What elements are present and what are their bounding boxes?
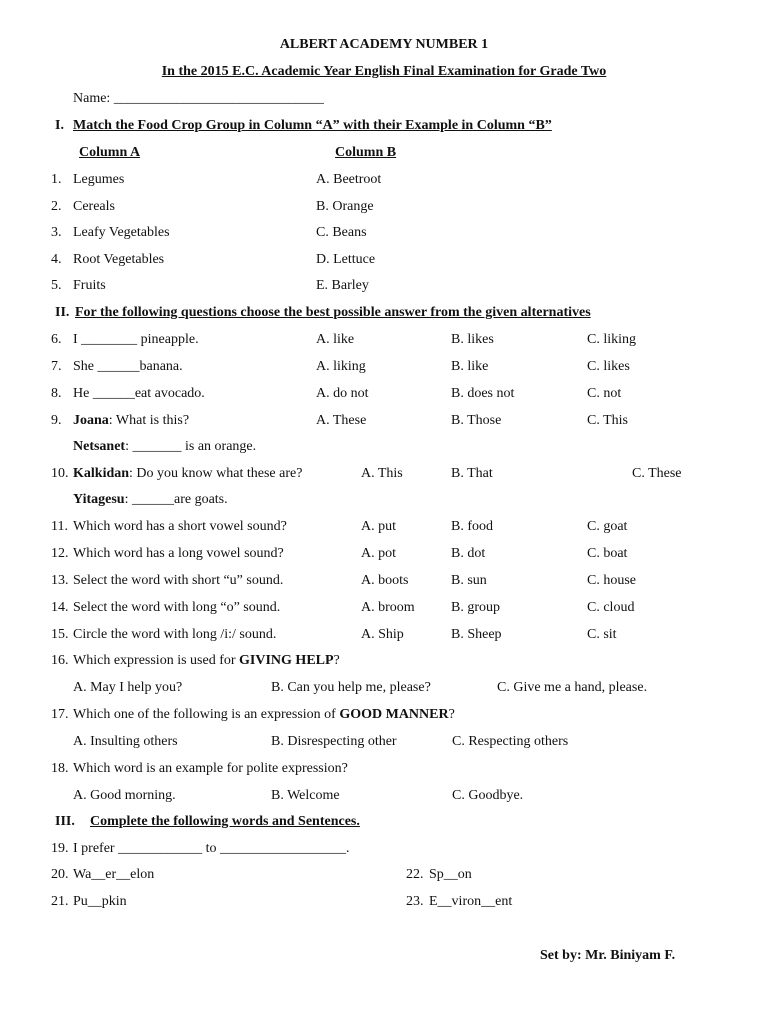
question-number: 20. — [51, 867, 69, 882]
question-keyword: GIVING HELP — [239, 653, 334, 668]
dialogue-line-2 — [73, 438, 256, 456]
option-b: B. likes — [451, 332, 494, 347]
question-text: E__viron__ent — [429, 894, 513, 909]
option-a: A. Insulting others — [73, 734, 178, 749]
option-b: B. group — [451, 600, 500, 615]
question-number: 11. — [51, 519, 68, 534]
match-row-number: 3. — [51, 225, 62, 240]
option-c: C. cloud — [587, 600, 635, 615]
question-text: Circle the word with long /i:/ sound. — [73, 627, 277, 642]
option-a: A. Ship — [361, 627, 404, 642]
match-item-b: D. Lettuce — [316, 252, 376, 267]
dialogue-line-2 — [73, 491, 228, 509]
option-a: A. like — [316, 332, 355, 347]
question-number: 14. — [51, 600, 69, 615]
match-item-a: Cereals — [73, 199, 115, 214]
option-b: B. Welcome — [271, 788, 340, 803]
author-credit: Set by: Mr. Biniyam F. — [540, 948, 676, 963]
match-item-b: A. Beetroot — [316, 172, 382, 187]
speaker-name: Joana — [73, 413, 109, 428]
question-number: 12. — [51, 546, 69, 561]
match-item-a: Fruits — [73, 278, 106, 293]
option-b: B. food — [451, 519, 493, 534]
option-c: C. Goodbye. — [452, 788, 524, 803]
column-b-heading: Column B — [335, 145, 397, 160]
dialogue-text: : _______ is an orange. — [125, 439, 257, 454]
option-c: C. sit — [587, 627, 617, 642]
option-a: A. These — [316, 413, 367, 428]
option-a: A. pot — [361, 546, 396, 561]
section-2-title: For the following questions choose the best possible answer from the given alternatives — [75, 305, 591, 320]
dialogue-text: : ______are goats. — [124, 492, 228, 507]
question-number: 18. — [51, 761, 69, 776]
question-number: 17. — [51, 707, 69, 722]
question-number: 21. — [51, 894, 69, 909]
question-text-end: ? — [333, 653, 340, 668]
section-3-number: III. — [55, 814, 75, 829]
match-item-a: Legumes — [73, 172, 125, 187]
option-b: B. dot — [451, 546, 486, 561]
speaker-name: Netsanet — [73, 439, 126, 454]
question-number: 22. — [406, 867, 424, 882]
question-keyword: GOOD MANNER — [339, 707, 449, 722]
question-text — [73, 652, 340, 670]
speaker-name: Kalkidan — [73, 466, 130, 481]
question-number: 19. — [51, 841, 69, 856]
option-a: A. put — [361, 519, 396, 534]
option-c: C. boat — [587, 546, 628, 561]
dialogue-text: : Do you know what these are? — [129, 466, 303, 481]
option-c: C. likes — [587, 359, 630, 374]
section-1-number: I. — [55, 118, 64, 133]
option-c: C. Respecting others — [452, 734, 569, 749]
exam-subtitle: In the 2015 E.C. Academic Year English Final Examination for Grade Two — [161, 64, 607, 79]
option-b: B. Sheep — [451, 627, 502, 642]
question-text: Which word has a long vowel sound? — [73, 546, 284, 561]
question-number: 15. — [51, 627, 69, 642]
option-a: A. This — [361, 466, 403, 481]
question-number: 10. — [51, 466, 69, 481]
dialogue-text: : What is this? — [108, 413, 190, 428]
dialogue-line-1 — [73, 412, 189, 430]
option-b: B. like — [451, 359, 489, 374]
question-text: Pu__pkin — [73, 894, 127, 909]
option-c: C. not — [587, 386, 622, 401]
question-number: 16. — [51, 653, 69, 668]
option-b: B. Disrespecting other — [271, 734, 397, 749]
option-c: C. Give me a hand, please. — [497, 680, 648, 695]
question-text: Select the word with short “u” sound. — [73, 573, 284, 588]
option-c: C. These — [632, 466, 682, 481]
option-b: B. Can you help me, please? — [271, 680, 431, 695]
option-b: B. does not — [451, 386, 515, 401]
question-number: 8. — [51, 386, 62, 401]
student-name-field: Name: ______________________________ — [73, 91, 324, 106]
option-a: A. broom — [361, 600, 415, 615]
question-text: Which word has a short vowel sound? — [73, 519, 287, 534]
option-b: B. That — [451, 466, 493, 481]
question-text: I prefer ____________ to __________________. — [73, 841, 350, 856]
question-text: She ______banana. — [73, 359, 183, 374]
option-b: B. sun — [451, 573, 487, 588]
option-a: A. May I help you? — [73, 680, 183, 695]
match-row-number: 4. — [51, 252, 62, 267]
option-a: A. do not — [316, 386, 369, 401]
question-text: Sp__on — [429, 867, 472, 882]
match-item-b: C. Beans — [316, 225, 367, 240]
match-item-a: Leafy Vegetables — [73, 225, 170, 240]
question-number: 6. — [51, 332, 62, 347]
option-b: B. Those — [451, 413, 502, 428]
match-row-number: 5. — [51, 278, 62, 293]
question-number: 7. — [51, 359, 62, 374]
match-row-number: 1. — [51, 172, 62, 187]
section-3-title: Complete the following words and Sentences. — [90, 814, 360, 829]
speaker-name: Yitagesu — [73, 492, 125, 507]
question-text: Select the word with long “o” sound. — [73, 600, 281, 615]
question-number: 9. — [51, 413, 62, 428]
question-text: Which word is an example for polite expression? — [73, 761, 348, 776]
option-a: A. liking — [316, 359, 366, 374]
option-c: C. liking — [587, 332, 637, 347]
column-a-heading: Column A — [79, 145, 141, 160]
match-item-a: Root Vegetables — [73, 252, 165, 267]
school-title: ALBERT ACADEMY NUMBER 1 — [279, 37, 489, 52]
question-number: 13. — [51, 573, 69, 588]
question-number: 23. — [406, 894, 424, 909]
option-a: A. boots — [361, 573, 409, 588]
question-text — [73, 706, 455, 724]
question-text-start: Which expression is used for — [73, 653, 240, 668]
match-row-number: 2. — [51, 199, 62, 214]
question-text: I ________ pineapple. — [73, 332, 199, 347]
dialogue-line-1 — [73, 465, 302, 483]
option-a: A. Good morning. — [73, 788, 176, 803]
question-text-end: ? — [448, 707, 455, 722]
section-2-number: II. — [55, 305, 70, 320]
option-c: C. goat — [587, 519, 628, 534]
section-1-title: Match the Food Crop Group in Column “A” with their Example in Column “B” — [73, 118, 552, 133]
option-c: C. This — [587, 413, 628, 428]
match-item-b: B. Orange — [316, 199, 374, 214]
question-text: He ______eat avocado. — [73, 386, 205, 401]
question-text: Wa__er__elon — [73, 867, 155, 882]
match-item-b: E. Barley — [316, 278, 369, 293]
option-c: C. house — [587, 573, 636, 588]
question-text-start: Which one of the following is an expression of — [73, 707, 340, 722]
